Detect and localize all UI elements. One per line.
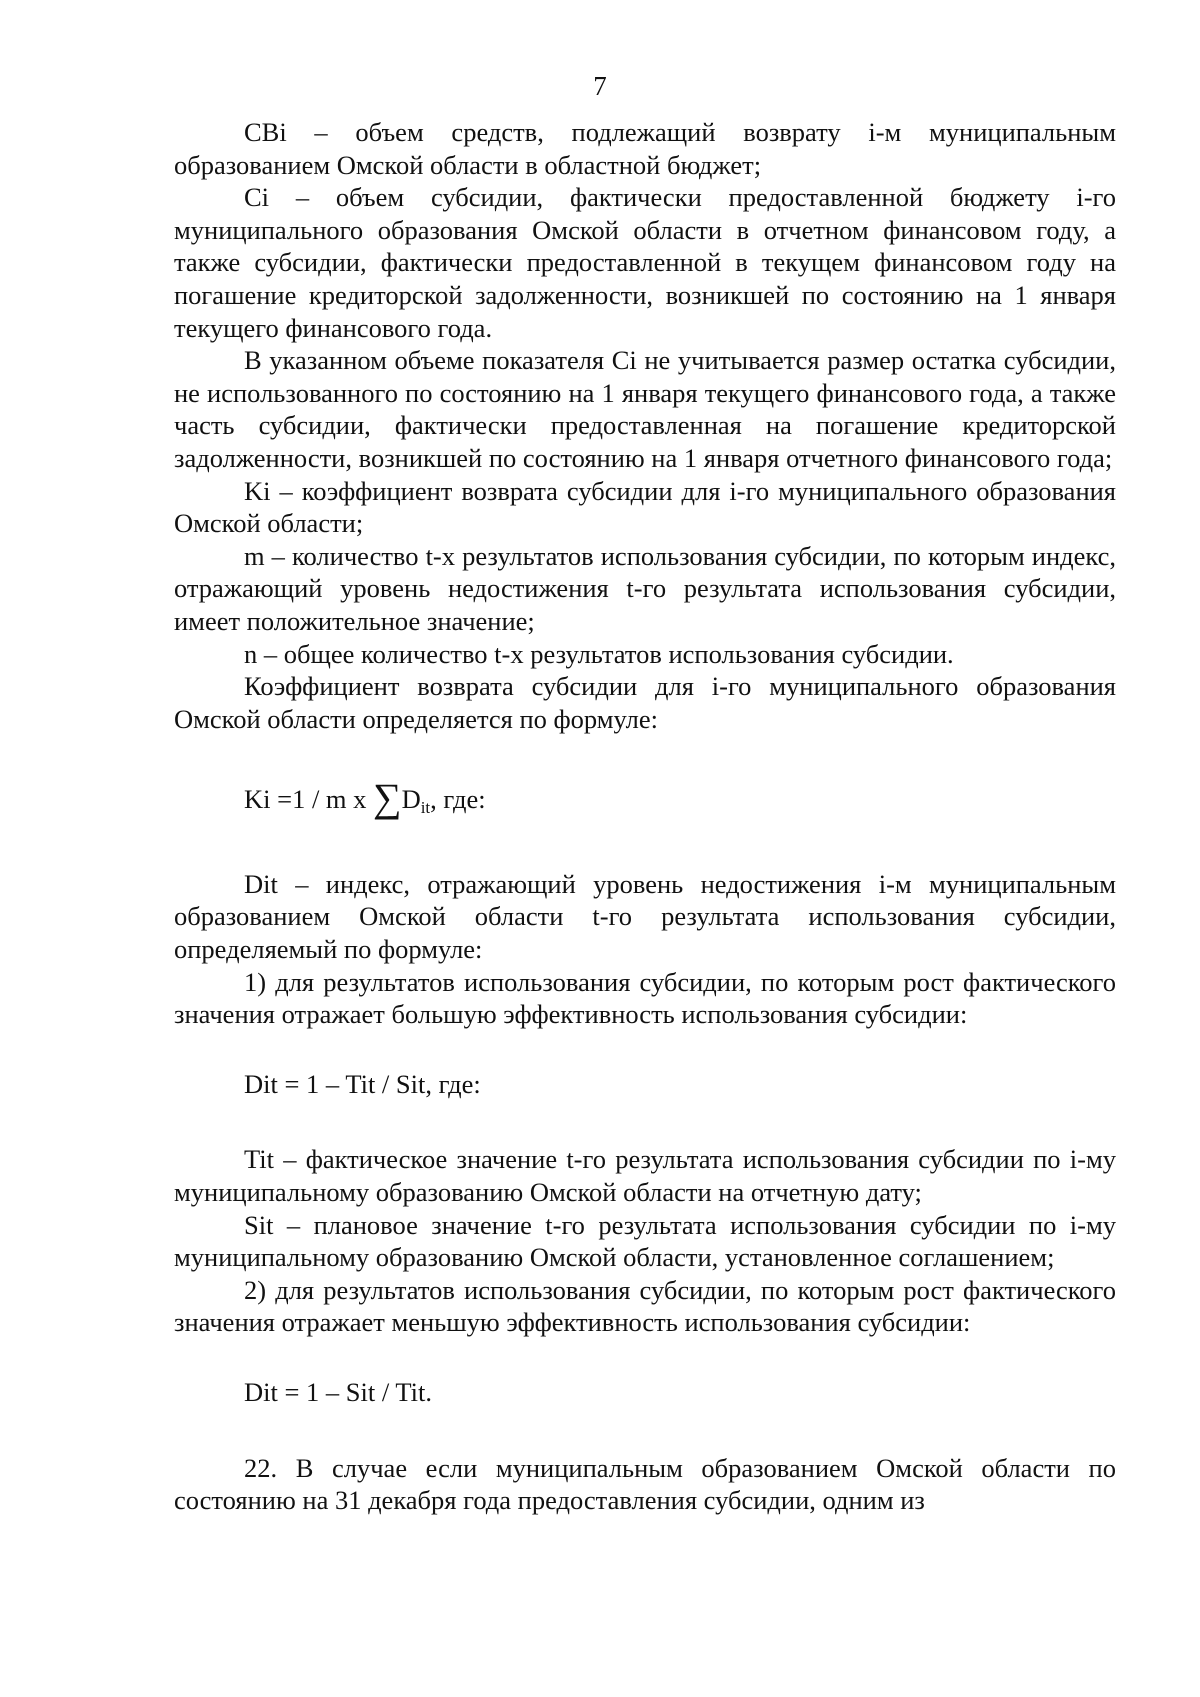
paragraph-m-definition: m – количество t-х результатов использования субсидии, по которым индекс, отражающий уровень недостижения t-го результата использования субсидии, имеет положительное значение; [174, 540, 1116, 636]
paragraph-ki-intro: Коэффициент возврата субсидии для i-го муниципального образования Омской области определяется по формуле: [174, 671, 1116, 734]
formula-ki [174, 775, 1116, 825]
paragraph-dit-definition: Dit – индекс, отражающий уровень недостижения i-м муниципальным образованием Омской области t-го результата использования субсидии, определяемый по формуле: [174, 868, 1116, 965]
document-body [174, 116, 1116, 1517]
paragraph-sit-definition: Sit – плановое значение t-го результата использования субсидии по i-му муниципальному образованию Омской области, установленное соглашением; [174, 1209, 1116, 1273]
paragraph-ci-exclusions: В указанном объеме показателя Сi не учитывается размер остатка субсидии, не использованного по состоянию на 1 января текущего финансового года, а также часть субсидии, фактически предоставленная на погашение кредиторской задолженности, возникшей по состоянию на 1 января отчетного финансового года; [174, 345, 1116, 473]
paragraph-tit-definition: Tit – фактическое значение t-го результата использования субсидии по i-му муниципальному образованию Омской области на отчетную дату; [174, 1144, 1116, 1208]
paragraph-ki-definition: Ki – коэффициент возврата субсидии для i-го муниципального образования Омской области; [174, 475, 1116, 539]
sum-symbol: ∑ [373, 775, 402, 821]
page-number: 7 [593, 71, 607, 101]
formula-ki-lhs: Ki =1 / m x [244, 784, 374, 815]
formula-dit-1: Dit = 1 – Tit / Sit, где: [244, 1068, 481, 1099]
paragraph-n-definition: n – общее количество t-х результатов использования субсидии. [244, 638, 954, 669]
formula-dit-2: Dit = 1 – Sit / Tit. [244, 1377, 433, 1407]
paragraph-case-1: 1) для результатов использования субсидии, по которым рост фактического значения отражает большую эффективность использования субсидии: [174, 966, 1116, 1030]
paragraph-case-2: 2) для результатов использования субсидии, по которым рост фактического значения отражает меньшую эффективность использования субсидии: [174, 1274, 1116, 1338]
formula-ki-var: D [401, 784, 421, 815]
formula-ki-tail: , где: [430, 784, 486, 815]
paragraph-item-22: 22. В случае если муниципальным образованием Омской области по состоянию на 31 декабря года предоставления субсидии, одним из [174, 1452, 1116, 1516]
formula-ki-subscript: it [420, 798, 431, 818]
paragraph-ci-definition: Сi – объем субсидии, фактически предоставленной бюджету i-го муниципального образования Омской области в отчетном финансовом году, а также субсидии, фактически предоставленной в текущем финансовом году на погашение кредиторской задолженности, возникшей по состоянию на 1 января текущего финансового года. [174, 182, 1116, 343]
paragraph-cbi-definition: СВi – объем средств, подлежащий возврату i-м муниципальным образованием Омской области в областной бюджет; [174, 117, 1116, 180]
